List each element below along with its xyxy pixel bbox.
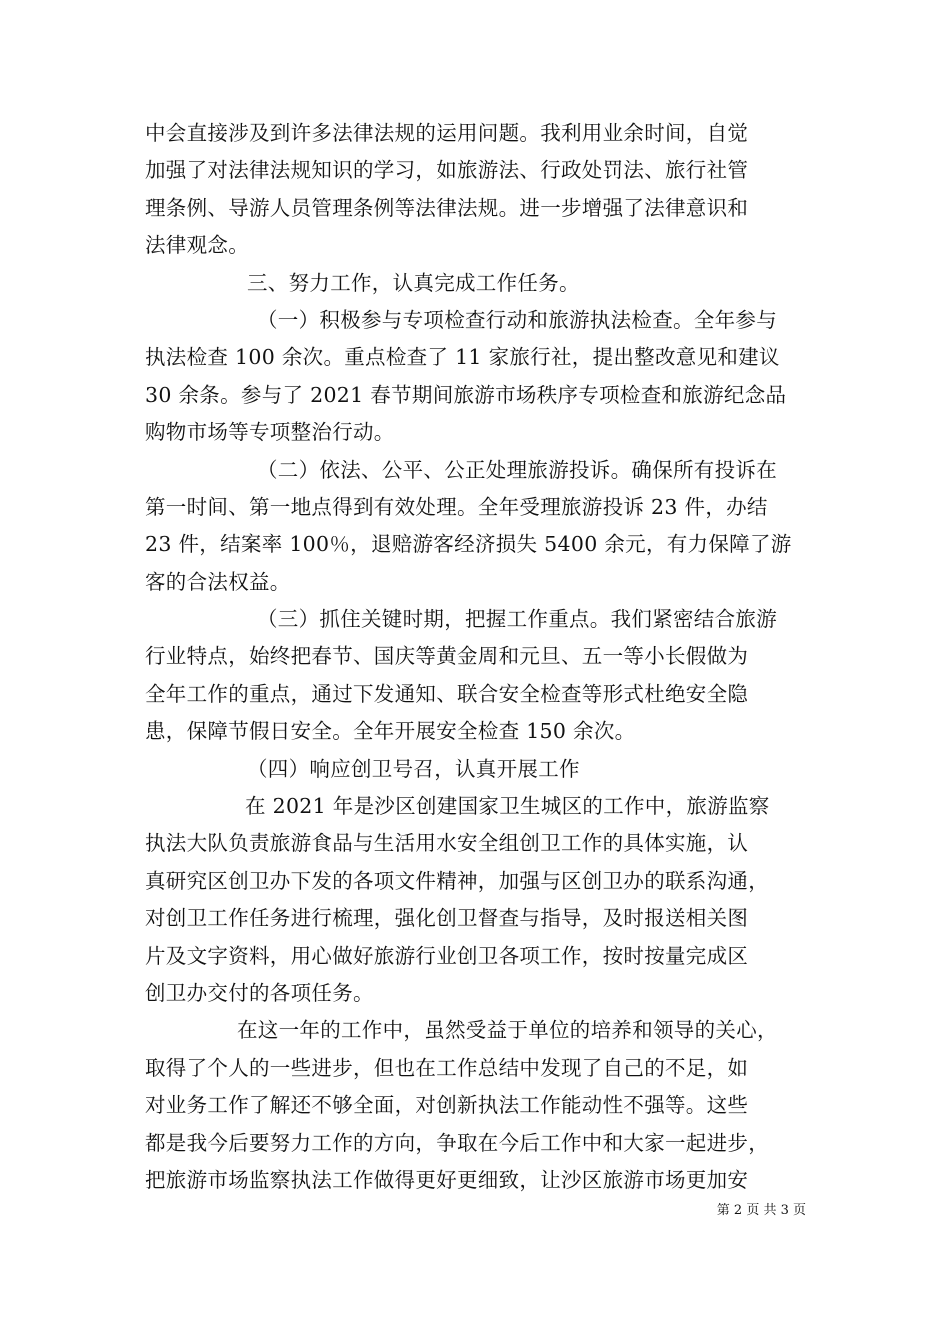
text-line: 购物市场等专项整治行动。 — [145, 420, 395, 445]
text-line: 对创卫工作任务进行梳理，强化创卫督查与指导，及时报送相关图 — [145, 906, 749, 931]
subsection-heading: （三）抓住关键时期，把握工作重点。我们紧密结合旅游 — [257, 607, 777, 632]
section-heading: 三、努力工作，认真完成工作任务。 — [247, 270, 580, 295]
text-line: 真研究区创卫办下发的各项文件精神，加强与区创卫办的联系沟通， — [145, 868, 769, 893]
text-line: 患，保障节假日安全。全年开展安全检查 150 余次。 — [145, 719, 636, 744]
text-line: 第一时间、第一地点得到有效处理。全年受理旅游投诉 23 件，办结 — [145, 494, 768, 519]
page-number: 第 2 页 共 3 页 — [716, 1203, 806, 1218]
body-text — [145, 115, 820, 1199]
subsection-heading: （四）响应创卫号召，认真开展工作 — [247, 756, 580, 781]
text-line: 23 件，结案率 100％，退赔游客经济损失 5400 余元，有力保障了游 — [145, 532, 792, 557]
subsection-heading: （一）积极参与专项检查行动和旅游执法检查。全年参与 — [257, 307, 777, 332]
text-line: 理条例、导游人员管理条例等法律法规。进一步增强了法律意识和 — [145, 195, 749, 220]
text-line: 都是我今后要努力工作的方向，争取在今后工作中和大家一起进步， — [145, 1130, 769, 1155]
text-line: 行业特点，始终把春节、国庆等黄金周和元旦、五一等小长假做为 — [145, 644, 749, 669]
text-line: 加强了对法律法规知识的学习，如旅游法、行政处罚法、旅行社管 — [145, 158, 749, 183]
text-line: 创卫办交付的各项任务。 — [145, 980, 374, 1005]
text-line: 片及文字资料，用心做好旅游行业创卫各项工作，按时按量完成区 — [145, 943, 749, 968]
text-line: 取得了个人的一些进步，但也在工作总结中发现了自己的不足，如 — [145, 1055, 749, 1080]
text-line: 在这一年的工作中，虽然受益于单位的培养和领导的关心， — [237, 1018, 778, 1043]
text-line: 全年工作的重点，通过下发通知、联合安全检查等形式杜绝安全隐 — [145, 681, 749, 706]
text-line: 在 2021 年是沙区创建国家卫生城区的工作中，旅游监察 — [245, 794, 770, 819]
text-line: 法律观念。 — [145, 233, 249, 258]
text-line: 对业务工作了解还不够全面，对创新执法工作能动性不强等。这些 — [145, 1093, 749, 1118]
text-line: 中会直接涉及到许多法律法规的运用问题。我利用业余时间，自觉 — [145, 121, 749, 145]
text-line: 30 余条。参与了 2021 春节期间旅游市场秩序专项检查和旅游纪念品 — [145, 382, 787, 407]
subsection-heading: （二）依法、公平、公正处理旅游投诉。确保所有投诉在 — [257, 457, 777, 482]
text-line: 客的合法权益。 — [145, 569, 291, 594]
text-line: 执法大队负责旅游食品与生活用水安全组创卫工作的具体实施，认 — [145, 831, 749, 856]
text-line: 把旅游市场监察执法工作做得更好更细致，让沙区旅游市场更加安 — [145, 1167, 749, 1192]
text-line: 执法检查 100 余次。重点检查了 11 家旅行社，提出整改意见和建议 — [145, 345, 780, 370]
